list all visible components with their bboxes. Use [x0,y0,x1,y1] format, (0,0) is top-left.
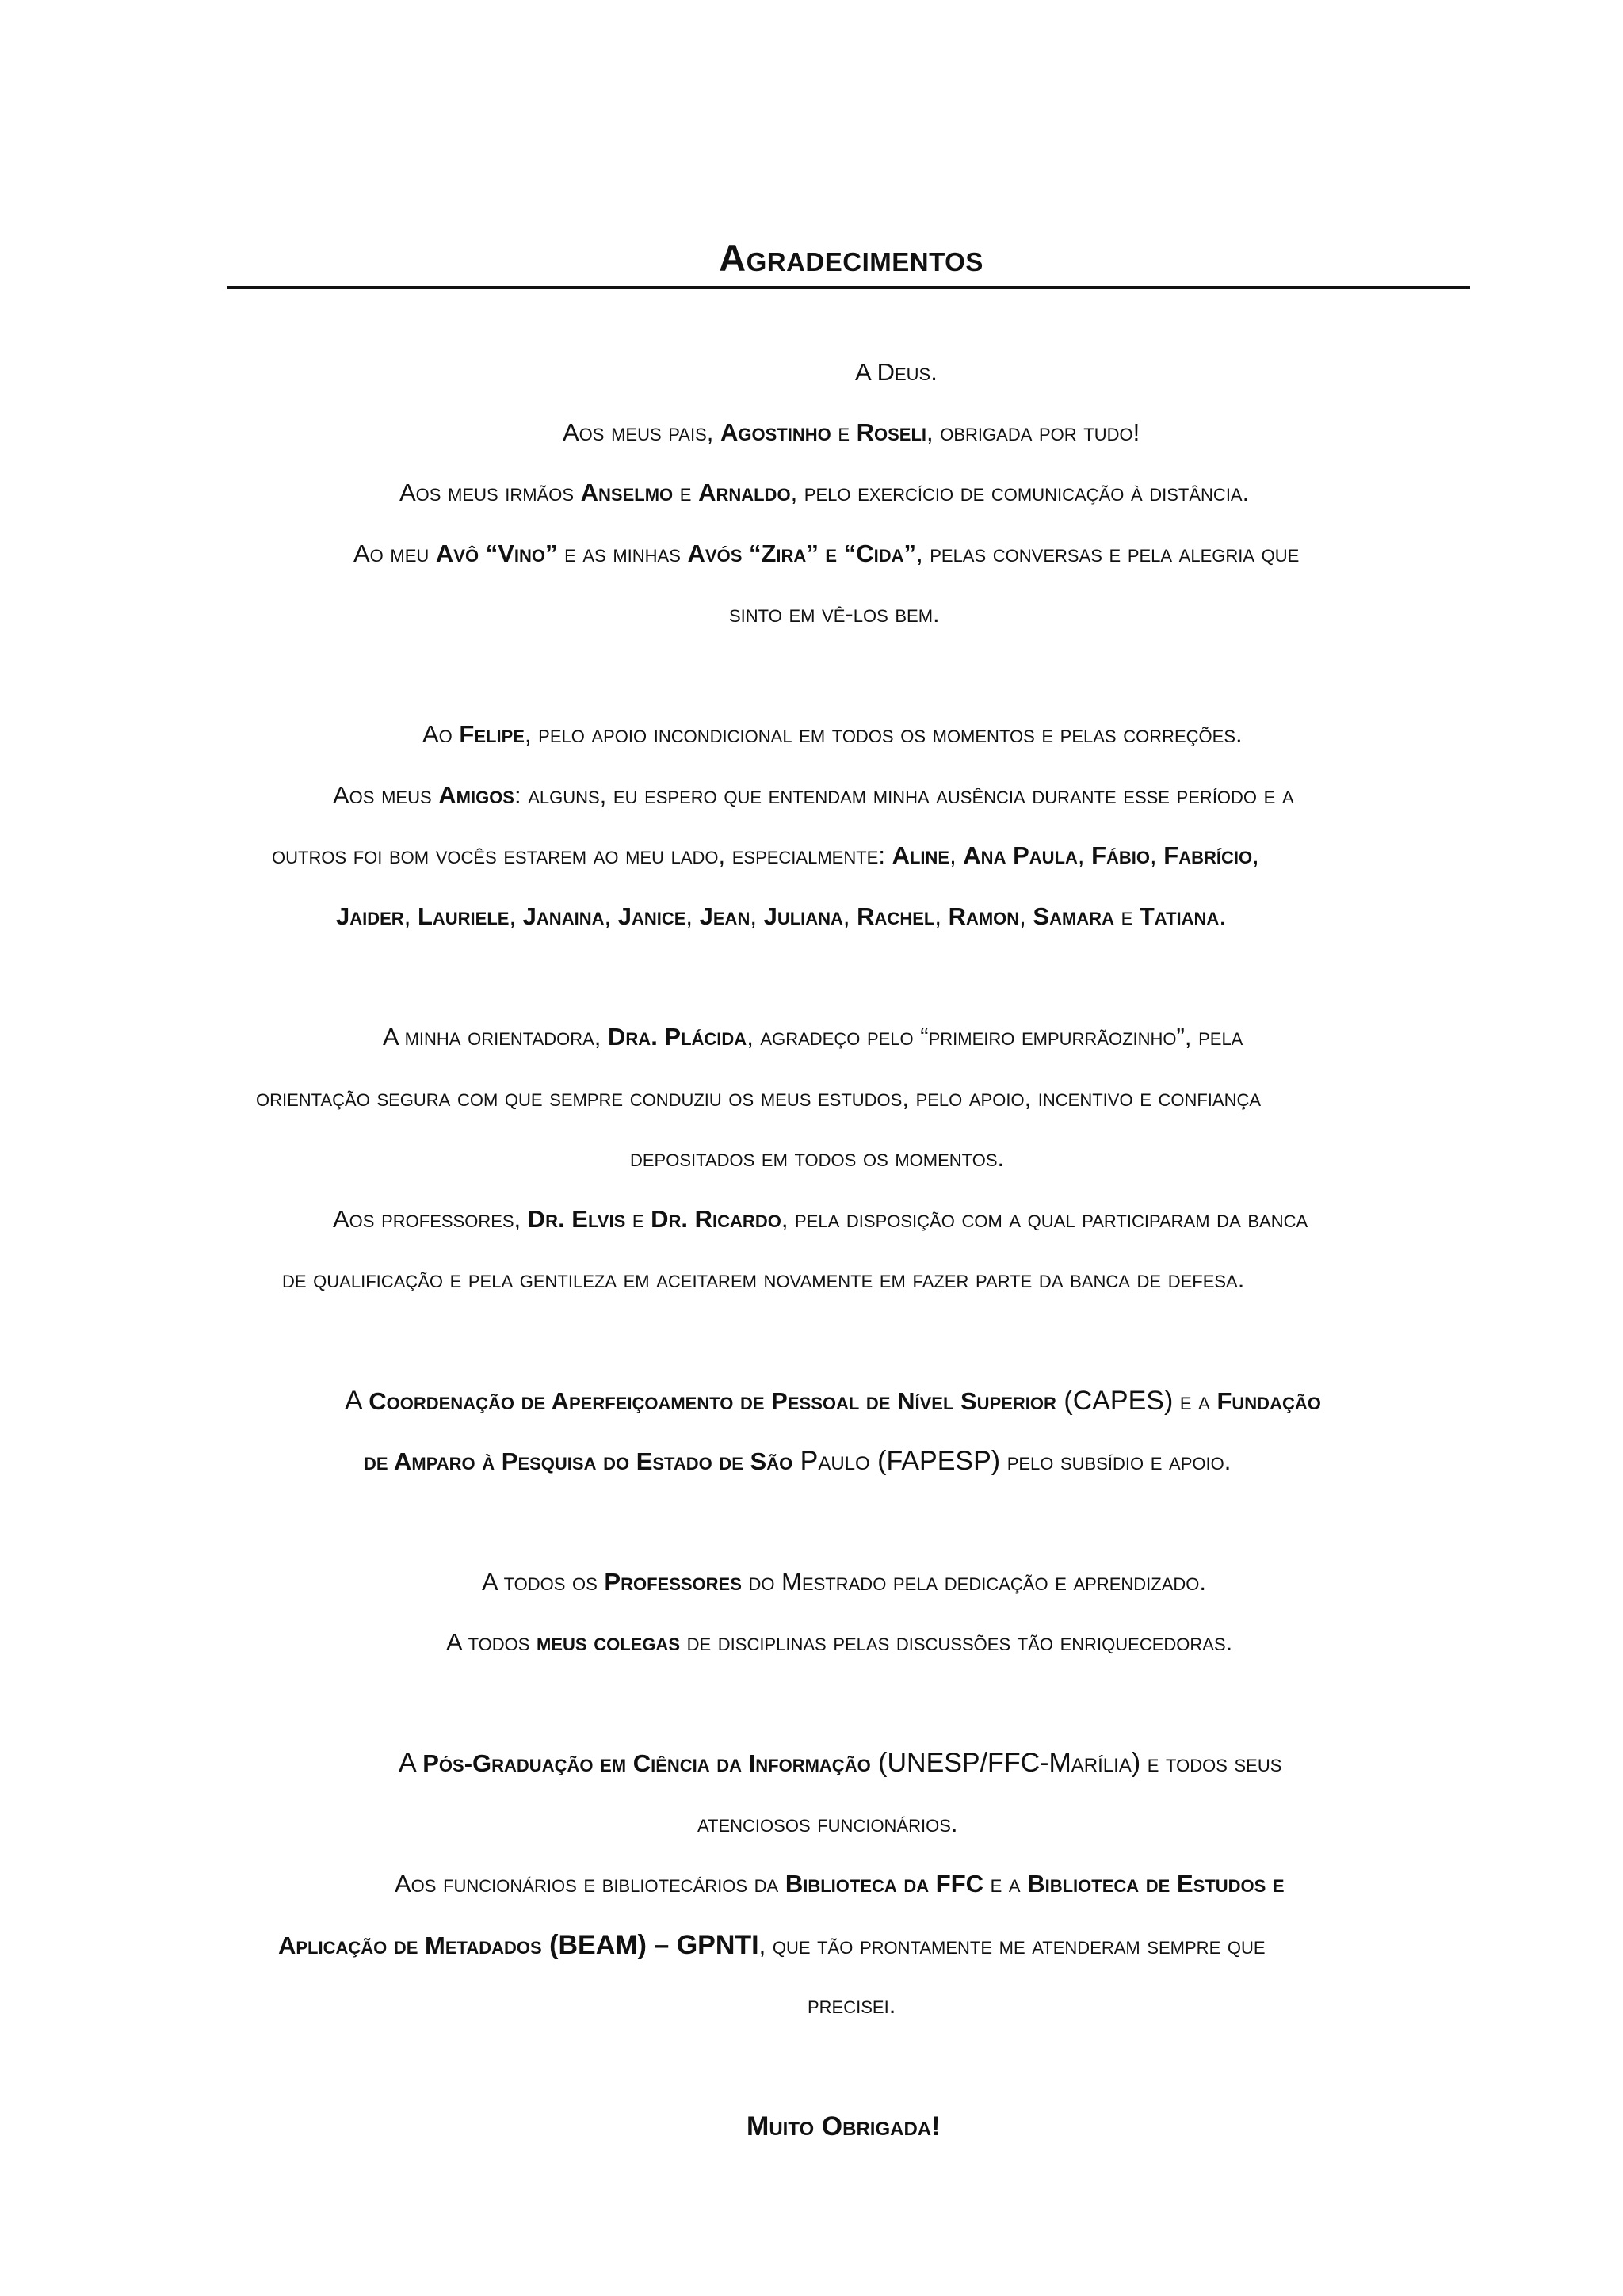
thanks-postgrad: A Pós-Graduação em Ciência da Informação (UNESP/FFC-Marília) e todos seus [399,1748,1282,1778]
thanks-brothers: Aos meus irmãos Anselmo e Arnaldo, pelo exercício de comunicação à distância. [399,479,1250,506]
thanks-grandparents-cont: sinto em vê-los bem. [729,600,940,627]
thanks-colleagues: A todos meus colegas de disciplinas pelas discussões tão enriquecedoras. [446,1628,1233,1656]
thanks-fapesp: de Amparo à Pesquisa do Estado de São Paulo (FAPESP) pelo subsídio e apoio. [364,1446,1232,1476]
thanks-friends-cont: outros foi bom vocês estarem ao meu lado, especialmente: Aline, Ana Paula, Fábio, Fabrício, [272,841,1259,869]
thanks-advisor: A minha orientadora, Dra. Plácida, agradeço pelo “primeiro empurrãozinho”, pela [383,1023,1243,1051]
title-underline [227,286,1470,289]
thanks-felipe: Ao Felipe, pelo apoio incondicional em todos os momentos e pelas correções. [422,720,1243,748]
closing-thanks: Muito Obrigada! [747,2111,941,2142]
thanks-postgrad-cont: atenciosos funcionários. [697,1810,958,1837]
thanks-friends-names: Jaider, Lauriele, Janaina, Janice, Jean, Juliana, Rachel, Ramon, Samara e Tatiana. [336,902,1226,930]
thanks-masters-professors: A todos os Professores do Mestrado pela dedicação e aprendizado. [482,1568,1207,1596]
thanks-library-end: precisei. [808,1991,896,2019]
thanks-god: A Deus. [855,358,938,386]
thanks-parents: Aos meus pais, Agostinho e Roseli, obrigada por tudo! [563,418,1140,446]
thanks-advisor-end: depositados em todos os momentos. [630,1144,1005,1172]
thanks-library: Aos funcionários e bibliotecários da Biblioteca da FFC e a Biblioteca de Estudos e [395,1870,1285,1897]
thanks-grandparents: Ao meu Avô “Vino” e as minhas Avós “Zira” e “Cida”, pelas conversas e pela alegria que [353,540,1300,567]
thanks-capes: A Coordenação de Aperfeiçoamento de Pessoal de Nível Superior (CAPES) e a Fundação [345,1386,1321,1416]
thanks-friends: Aos meus Amigos: alguns, eu espero que entendam minha ausência durante esse período e a [333,781,1294,809]
thanks-professors-cont: de qualificação e pela gentileza em aceitarem novamente em fazer parte da banca de defesa. [282,1265,1245,1293]
thanks-advisor-cont: orientação segura com que sempre conduziu os meus estudos, pelo apoio, incentivo e confiança [256,1084,1262,1112]
thanks-professors: Aos professores, Dr. Elvis e Dr. Ricardo, pela disposição com a qual participaram da banca [333,1205,1308,1233]
page-title: Agradecimentos [719,237,983,279]
thanks-library-cont: Aplicação de Metadados (BEAM) – GPNTI, que tão prontamente me atenderam sempre que [278,1930,1266,1960]
